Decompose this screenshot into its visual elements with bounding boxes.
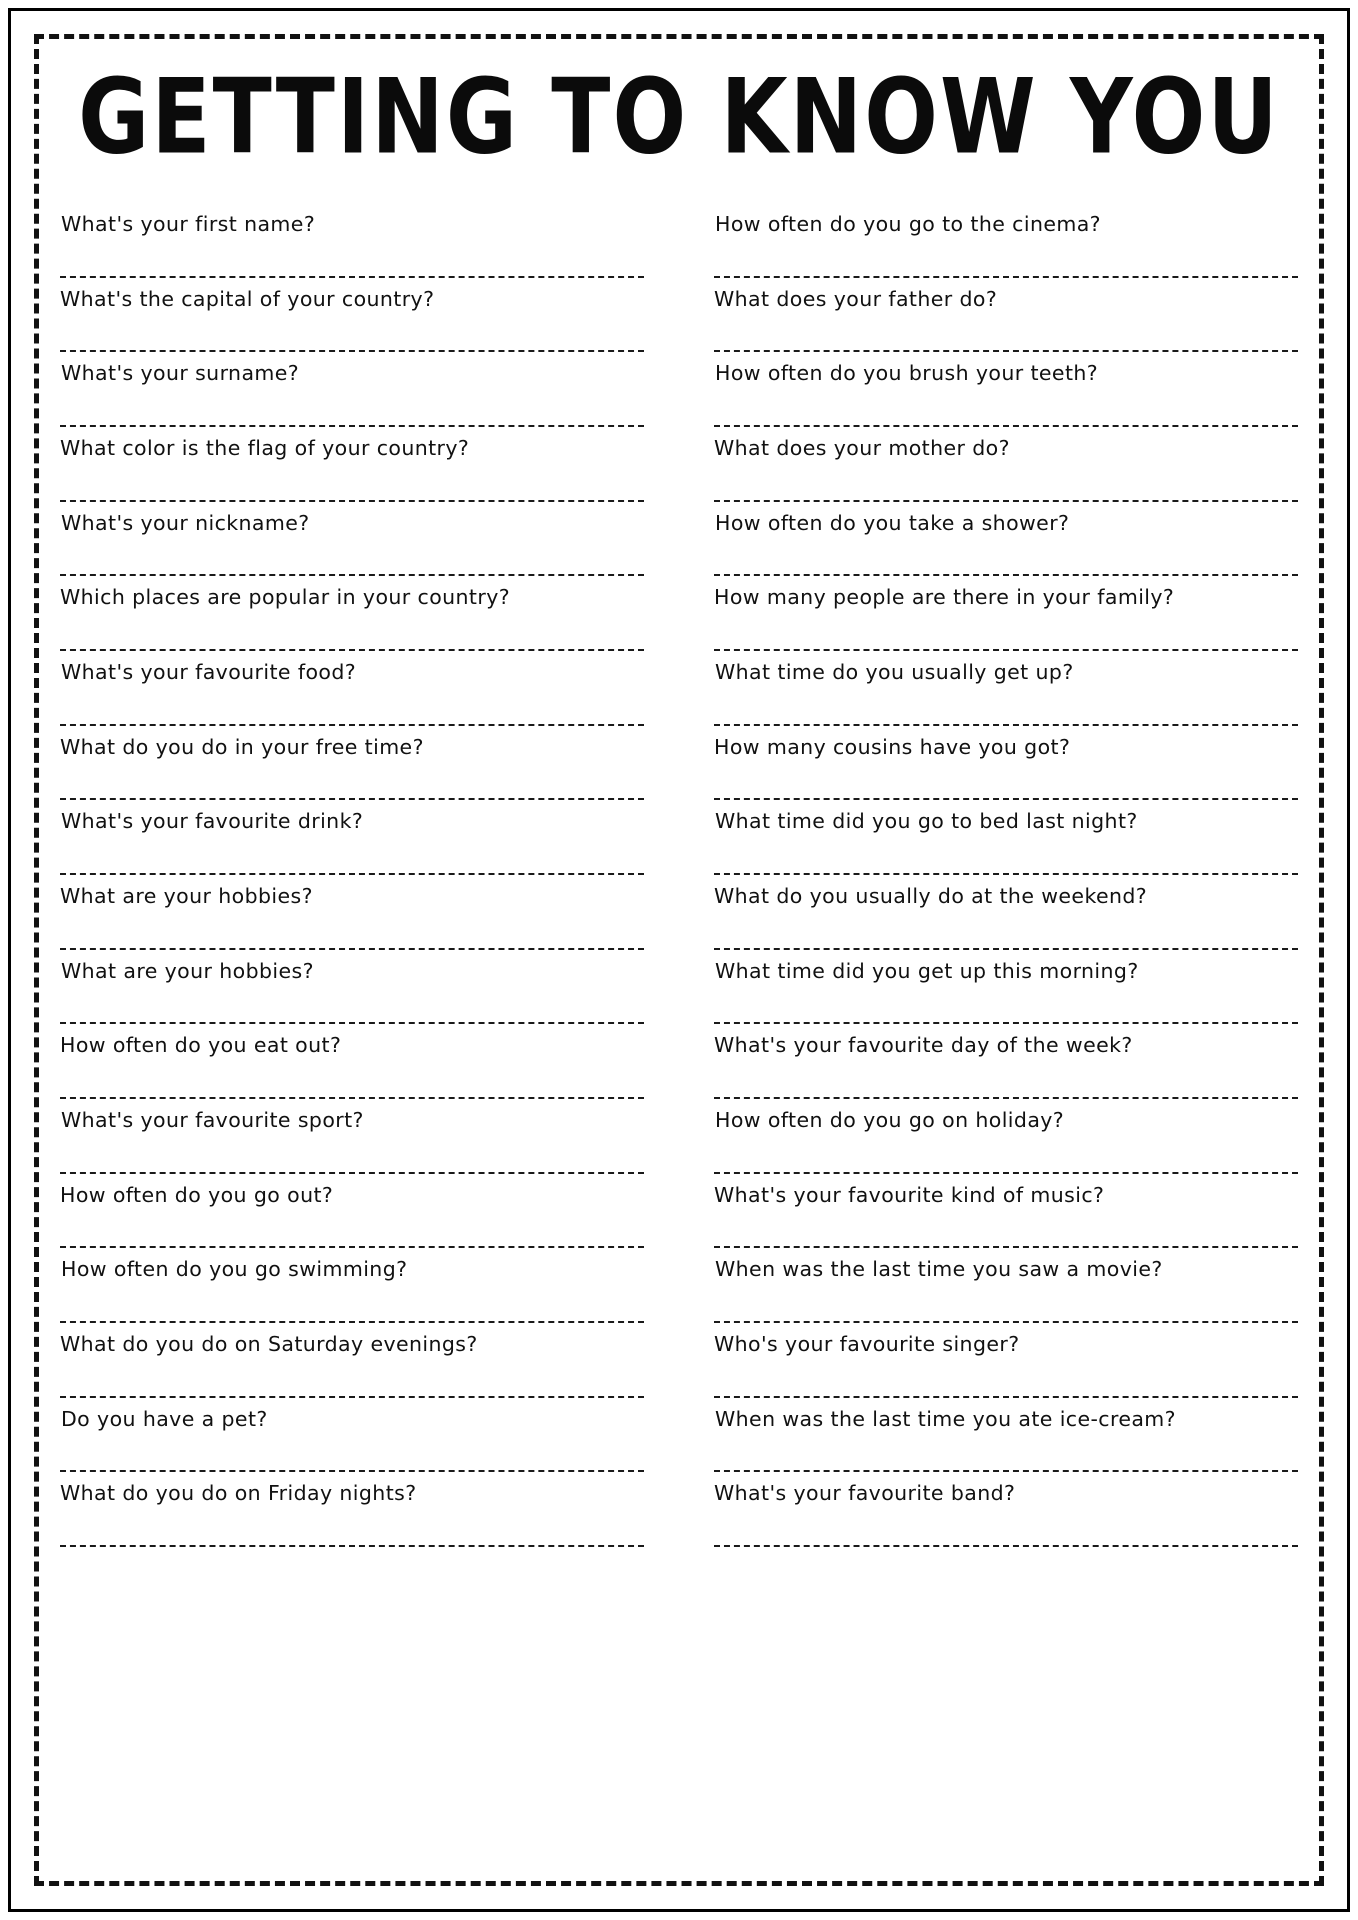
- question-text: What time did you go to bed last night?: [715, 809, 1138, 834]
- question-text: How often do you go to the cinema?: [715, 212, 1101, 236]
- question-text: When was the last time you saw a movie?: [715, 1257, 1163, 1282]
- question-column-right: [714, 211, 1298, 1555]
- answer-line[interactable]: [714, 245, 1298, 278]
- answer-line[interactable]: [60, 1290, 644, 1323]
- question-column-left: [60, 211, 644, 1555]
- list-item: [60, 1256, 644, 1323]
- list-item: [714, 360, 1298, 427]
- question-text: How often do you take a shower?: [715, 510, 1070, 535]
- question-text: What's your nickname?: [61, 510, 310, 535]
- answer-line[interactable]: [714, 1439, 1298, 1472]
- question-text: Who's your favourite singer?: [714, 1332, 1020, 1357]
- question-text: What do you usually do at the weekend?: [714, 884, 1148, 909]
- answer-line[interactable]: [714, 1290, 1298, 1323]
- answer-line[interactable]: [714, 842, 1298, 875]
- list-item: [714, 808, 1298, 875]
- question-text: How often do you go on holiday?: [715, 1108, 1065, 1133]
- list-item: [714, 1480, 1298, 1547]
- answer-line[interactable]: [60, 618, 644, 651]
- question-text: How often do you eat out?: [60, 1033, 342, 1058]
- answer-line[interactable]: [714, 693, 1298, 726]
- question-text: What's your favourite day of the week?: [714, 1033, 1133, 1058]
- page-title: GETTING TO KNOW YOU: [78, 57, 1280, 179]
- question-text: What do you do on Saturday evenings?: [60, 1332, 478, 1357]
- list-item: [60, 659, 644, 726]
- list-item: [60, 286, 644, 353]
- list-item: [60, 360, 644, 427]
- list-item: [714, 1331, 1298, 1398]
- answer-line[interactable]: [60, 842, 644, 875]
- question-text: How many cousins have you got?: [714, 734, 1071, 759]
- list-item: [714, 958, 1298, 1025]
- answer-line[interactable]: [714, 917, 1298, 950]
- list-item: [60, 1406, 644, 1473]
- question-text: What's your favourite sport?: [61, 1108, 364, 1133]
- question-text: How often do you brush your teeth?: [715, 361, 1099, 386]
- question-text: How many people are there in your family?: [714, 585, 1175, 610]
- answer-line[interactable]: [714, 469, 1298, 502]
- question-text: When was the last time you ate ice-cream?: [715, 1406, 1176, 1431]
- question-text: What are your hobbies?: [61, 958, 314, 983]
- question-text: How often do you go out?: [60, 1182, 334, 1207]
- list-item: [60, 734, 644, 801]
- answer-line[interactable]: [60, 1439, 644, 1472]
- list-item: [714, 1032, 1298, 1099]
- list-item: [60, 883, 644, 950]
- answer-line[interactable]: [714, 1215, 1298, 1248]
- question-text: What's your favourite band?: [714, 1481, 1016, 1506]
- question-text: Do you have a pet?: [61, 1406, 268, 1431]
- question-text: What does your father do?: [714, 286, 998, 311]
- list-item: [714, 286, 1298, 353]
- answer-line[interactable]: [60, 245, 644, 278]
- list-item: [714, 659, 1298, 726]
- answer-line[interactable]: [714, 1141, 1298, 1174]
- question-text: What's your first name?: [61, 212, 316, 236]
- answer-line[interactable]: [714, 1066, 1298, 1099]
- question-text: How often do you go swimming?: [61, 1257, 408, 1282]
- list-item: [60, 435, 644, 502]
- answer-line[interactable]: [714, 394, 1298, 427]
- answer-line[interactable]: [60, 693, 644, 726]
- answer-line[interactable]: [714, 319, 1298, 352]
- list-item: [714, 734, 1298, 801]
- question-text: What's the capital of your country?: [60, 286, 435, 311]
- list-item: [60, 1107, 644, 1174]
- question-text: What do you do in your free time?: [60, 734, 424, 759]
- list-item: [60, 1331, 644, 1398]
- list-item: [714, 211, 1298, 278]
- question-text: What's your favourite food?: [61, 660, 357, 685]
- list-item: [714, 883, 1298, 950]
- answer-line[interactable]: [60, 394, 644, 427]
- list-item: [714, 1182, 1298, 1249]
- list-item: [60, 1480, 644, 1547]
- question-text: What do you do on Friday nights?: [60, 1481, 417, 1506]
- list-item: [714, 584, 1298, 651]
- question-text: What time do you usually get up?: [715, 660, 1074, 685]
- list-item: [60, 1182, 644, 1249]
- question-text: What are your hobbies?: [60, 884, 313, 909]
- answer-line[interactable]: [60, 1365, 644, 1398]
- list-item: [714, 1107, 1298, 1174]
- list-item: [60, 510, 644, 577]
- question-text: What color is the flag of your country?: [60, 436, 470, 461]
- answer-line[interactable]: [60, 917, 644, 950]
- list-item: [60, 1032, 644, 1099]
- list-item: [60, 958, 644, 1025]
- question-text: What's your favourite drink?: [61, 809, 364, 834]
- answer-line[interactable]: [60, 319, 644, 352]
- answer-line[interactable]: [60, 767, 644, 800]
- question-text: What does your mother do?: [714, 436, 1010, 461]
- answer-line[interactable]: [60, 1141, 644, 1174]
- list-item: [714, 435, 1298, 502]
- list-item: [714, 1406, 1298, 1473]
- answer-line[interactable]: [60, 1215, 644, 1248]
- list-item: [60, 808, 644, 875]
- question-text: What's your favourite kind of music?: [714, 1182, 1105, 1207]
- question-columns: [60, 211, 1298, 1555]
- answer-line[interactable]: [714, 1514, 1298, 1547]
- answer-line[interactable]: [714, 1365, 1298, 1398]
- answer-line[interactable]: [60, 469, 644, 502]
- list-item: [60, 211, 644, 278]
- worksheet-content: [60, 52, 1298, 1862]
- question-text: Which places are popular in your country?: [60, 585, 511, 610]
- answer-line[interactable]: [60, 543, 644, 576]
- answer-line[interactable]: [60, 1514, 644, 1547]
- answer-line[interactable]: [60, 991, 644, 1024]
- list-item: [714, 510, 1298, 577]
- list-item: [60, 584, 644, 651]
- answer-line[interactable]: [714, 991, 1298, 1024]
- question-text: What's your surname?: [61, 361, 300, 386]
- answer-line[interactable]: [714, 618, 1298, 651]
- answer-line[interactable]: [60, 1066, 644, 1099]
- answer-line[interactable]: [714, 767, 1298, 800]
- answer-line[interactable]: [714, 543, 1298, 576]
- question-text: What time did you get up this morning?: [715, 958, 1139, 983]
- list-item: [714, 1256, 1298, 1323]
